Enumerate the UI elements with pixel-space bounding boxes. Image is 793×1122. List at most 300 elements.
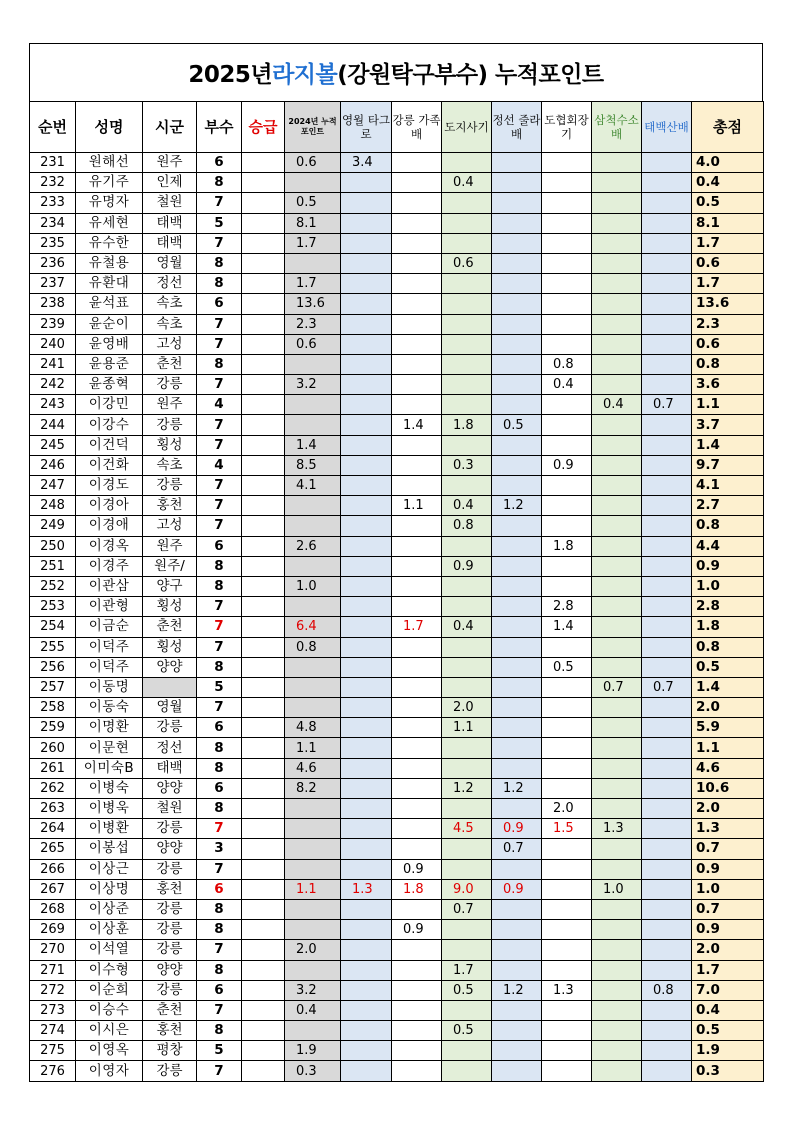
cell-city: 춘천 (143, 1000, 197, 1020)
cell-samcheok (592, 960, 642, 980)
table-row (30, 899, 764, 919)
cell-gangneung (392, 637, 442, 657)
cell-jeongseon (492, 455, 542, 475)
cell-yeongwol: 1.3 (341, 879, 392, 899)
cell-governor (442, 758, 492, 778)
cell-gangneung (392, 597, 442, 617)
cell-gangneung (392, 213, 442, 233)
cell-name: 이강수 (76, 415, 143, 435)
cell-yeongwol (341, 536, 392, 556)
cell-promotion (242, 314, 285, 334)
cell-association (542, 960, 592, 980)
cell-grade: 8 (197, 799, 242, 819)
cell-2024-points: 0.6 (285, 334, 341, 354)
cell-2024-points (285, 354, 341, 374)
cell-samcheok: 0.7 (592, 677, 642, 697)
cell-association: 2.8 (542, 597, 592, 617)
cell-association (542, 637, 592, 657)
cell-grade: 7 (197, 233, 242, 253)
cell-city: 양양 (143, 960, 197, 980)
cell-samcheok (592, 597, 642, 617)
cell-2024-points: 4.1 (285, 476, 341, 496)
cell-city: 횡성 (143, 637, 197, 657)
cell-city: 춘천 (143, 354, 197, 374)
cell-grade: 7 (197, 698, 242, 718)
table-row (30, 415, 764, 435)
cell-jeongseon (492, 274, 542, 294)
cell-total: 4.4 (692, 536, 764, 556)
cell-name: 이병욱 (76, 799, 143, 819)
cell-promotion (242, 375, 285, 395)
cell-jeongseon (492, 718, 542, 738)
cell-no: 271 (30, 960, 76, 980)
table-row (30, 1000, 764, 1020)
cell-total: 0.8 (692, 637, 764, 657)
header-jeongseon: 정선 줄라배 (492, 102, 542, 153)
cell-gangneung (392, 314, 442, 334)
cell-no: 261 (30, 758, 76, 778)
cell-name: 윤종혁 (76, 375, 143, 395)
cell-gangneung (392, 738, 442, 758)
cell-2024-points (285, 920, 341, 940)
table-row (30, 294, 764, 314)
cell-no: 255 (30, 637, 76, 657)
cell-taebaek (642, 294, 692, 314)
cell-taebaek (642, 213, 692, 233)
cell-jeongseon (492, 576, 542, 596)
cell-association (542, 294, 592, 314)
cell-samcheok (592, 334, 642, 354)
cell-gangneung (392, 455, 442, 475)
cell-2024-points (285, 698, 341, 718)
cell-total: 0.5 (692, 657, 764, 677)
cell-2024-points (285, 960, 341, 980)
cell-total: 0.9 (692, 920, 764, 940)
cell-samcheok (592, 738, 642, 758)
cell-association: 1.8 (542, 536, 592, 556)
cell-jeongseon (492, 334, 542, 354)
cell-name: 이경애 (76, 516, 143, 536)
cell-name: 이병환 (76, 819, 143, 839)
cell-association (542, 778, 592, 798)
table-row (30, 253, 764, 273)
cell-samcheok (592, 193, 642, 213)
cell-association: 1.4 (542, 617, 592, 637)
cell-yeongwol (341, 859, 392, 879)
cell-jeongseon (492, 1041, 542, 1061)
table-row (30, 799, 764, 819)
cell-grade: 6 (197, 879, 242, 899)
cell-promotion (242, 233, 285, 253)
cell-name: 이관형 (76, 597, 143, 617)
table-row (30, 677, 764, 697)
cell-governor (442, 839, 492, 859)
cell-2024-points: 8.1 (285, 213, 341, 233)
cell-total: 1.0 (692, 879, 764, 899)
cell-taebaek (642, 637, 692, 657)
cell-yeongwol (341, 960, 392, 980)
cell-city: 속초 (143, 455, 197, 475)
cell-samcheok (592, 1061, 642, 1081)
cell-yeongwol (341, 1000, 392, 1020)
cell-total: 4.6 (692, 758, 764, 778)
cell-city: 평창 (143, 1041, 197, 1061)
cell-yeongwol (341, 213, 392, 233)
cell-gangneung (392, 153, 442, 173)
cell-governor (442, 1061, 492, 1081)
cell-association (542, 920, 592, 940)
cell-taebaek (642, 153, 692, 173)
cell-promotion (242, 415, 285, 435)
cell-jeongseon (492, 940, 542, 960)
cell-promotion (242, 657, 285, 677)
cell-jeongseon (492, 233, 542, 253)
cell-governor (442, 536, 492, 556)
cell-governor (442, 395, 492, 415)
header-name: 성명 (76, 102, 143, 153)
cell-city: 영월 (143, 253, 197, 273)
cell-jeongseon (492, 1061, 542, 1081)
cell-association (542, 1000, 592, 1020)
cell-samcheok (592, 496, 642, 516)
cell-no: 231 (30, 153, 76, 173)
cell-samcheok (592, 213, 642, 233)
cell-promotion (242, 718, 285, 738)
cell-promotion (242, 294, 285, 314)
table-row (30, 698, 764, 718)
cell-name: 유수한 (76, 233, 143, 253)
cell-2024-points: 1.7 (285, 233, 341, 253)
cell-promotion (242, 758, 285, 778)
cell-grade: 8 (197, 738, 242, 758)
cell-gangneung (392, 718, 442, 738)
cell-yeongwol (341, 455, 392, 475)
cell-city: 양양 (143, 778, 197, 798)
cell-promotion (242, 496, 285, 516)
cell-jeongseon (492, 799, 542, 819)
cell-jeongseon (492, 153, 542, 173)
cell-no: 246 (30, 455, 76, 475)
table-row (30, 314, 764, 334)
cell-no: 232 (30, 173, 76, 193)
cell-governor (442, 657, 492, 677)
cell-gangneung (392, 758, 442, 778)
cell-total: 0.5 (692, 193, 764, 213)
cell-city: 강릉 (143, 819, 197, 839)
cell-name: 유세현 (76, 213, 143, 233)
cell-taebaek (642, 879, 692, 899)
cell-promotion (242, 879, 285, 899)
cell-gangneung (392, 516, 442, 536)
cell-association (542, 415, 592, 435)
cell-no: 258 (30, 698, 76, 718)
cell-gangneung: 1.7 (392, 617, 442, 637)
cell-jeongseon (492, 738, 542, 758)
cell-samcheok (592, 354, 642, 374)
cell-2024-points: 1.9 (285, 1041, 341, 1061)
cell-no: 239 (30, 314, 76, 334)
cell-name: 이상근 (76, 859, 143, 879)
cell-samcheok (592, 637, 642, 657)
cell-name: 이승수 (76, 1000, 143, 1020)
cell-taebaek (642, 556, 692, 576)
cell-no: 273 (30, 1000, 76, 1020)
cell-taebaek (642, 597, 692, 617)
cell-2024-points (285, 799, 341, 819)
cell-no: 237 (30, 274, 76, 294)
table-row (30, 354, 764, 374)
cell-city: 정선 (143, 738, 197, 758)
cell-association (542, 233, 592, 253)
table-row (30, 173, 764, 193)
cell-taebaek (642, 920, 692, 940)
cell-yeongwol (341, 476, 392, 496)
cell-governor (442, 597, 492, 617)
cell-no: 257 (30, 677, 76, 697)
cell-grade: 7 (197, 435, 242, 455)
table-row (30, 940, 764, 960)
cell-samcheok (592, 233, 642, 253)
cell-total: 13.6 (692, 294, 764, 314)
cell-total: 9.7 (692, 455, 764, 475)
cell-total: 0.9 (692, 556, 764, 576)
cell-jeongseon (492, 698, 542, 718)
cell-yeongwol (341, 677, 392, 697)
header-grade: 부수 (197, 102, 242, 153)
cell-city: 양양 (143, 839, 197, 859)
cell-no: 240 (30, 334, 76, 354)
table-row (30, 738, 764, 758)
points-table (29, 101, 764, 1082)
cell-2024-points (285, 819, 341, 839)
cell-governor: 1.7 (442, 960, 492, 980)
cell-yeongwol (341, 253, 392, 273)
cell-name: 이문현 (76, 738, 143, 758)
cell-governor (442, 354, 492, 374)
cell-city: 강릉 (143, 375, 197, 395)
header-promotion: 승급 (242, 102, 285, 153)
cell-total: 1.1 (692, 738, 764, 758)
cell-governor (442, 476, 492, 496)
cell-yeongwol (341, 354, 392, 374)
cell-name: 이석열 (76, 940, 143, 960)
cell-city: 강릉 (143, 920, 197, 940)
cell-governor: 0.9 (442, 556, 492, 576)
cell-taebaek (642, 233, 692, 253)
cell-taebaek (642, 415, 692, 435)
cell-promotion (242, 1021, 285, 1041)
table-row (30, 274, 764, 294)
table-row (30, 516, 764, 536)
cell-jeongseon: 0.5 (492, 415, 542, 435)
cell-taebaek (642, 516, 692, 536)
table-row (30, 395, 764, 415)
cell-yeongwol (341, 1041, 392, 1061)
cell-name: 윤순이 (76, 314, 143, 334)
table-row (30, 1061, 764, 1081)
cell-governor (442, 940, 492, 960)
cell-samcheok (592, 455, 642, 475)
cell-gangneung (392, 253, 442, 273)
cell-city: 강릉 (143, 1061, 197, 1081)
cell-gangneung (392, 536, 442, 556)
cell-samcheok (592, 799, 642, 819)
table-row (30, 617, 764, 637)
cell-name: 이미숙B (76, 758, 143, 778)
cell-grade: 7 (197, 516, 242, 536)
table-row (30, 556, 764, 576)
cell-taebaek (642, 354, 692, 374)
cell-total: 0.9 (692, 859, 764, 879)
cell-no: 268 (30, 899, 76, 919)
cell-city: 고성 (143, 516, 197, 536)
cell-promotion (242, 899, 285, 919)
cell-governor (442, 314, 492, 334)
cell-name: 이시은 (76, 1021, 143, 1041)
cell-promotion (242, 1061, 285, 1081)
header-governor: 도지사기 (442, 102, 492, 153)
table-row (30, 819, 764, 839)
cell-promotion (242, 1041, 285, 1061)
table-row (30, 153, 764, 173)
cell-grade: 7 (197, 637, 242, 657)
cell-taebaek (642, 799, 692, 819)
cell-total: 2.3 (692, 314, 764, 334)
cell-samcheok (592, 253, 642, 273)
cell-jeongseon (492, 637, 542, 657)
cell-samcheok (592, 839, 642, 859)
cell-jeongseon (492, 597, 542, 617)
cell-city: 태백 (143, 213, 197, 233)
cell-association (542, 899, 592, 919)
cell-taebaek (642, 536, 692, 556)
cell-city: 춘천 (143, 617, 197, 637)
cell-association (542, 173, 592, 193)
cell-grade: 8 (197, 920, 242, 940)
cell-taebaek (642, 859, 692, 879)
table-row (30, 233, 764, 253)
cell-samcheok (592, 556, 642, 576)
cell-governor (442, 738, 492, 758)
cell-total: 4.0 (692, 153, 764, 173)
cell-grade: 8 (197, 899, 242, 919)
table-row (30, 657, 764, 677)
cell-gangneung: 1.1 (392, 496, 442, 516)
cell-association (542, 476, 592, 496)
cell-promotion (242, 516, 285, 536)
cell-gangneung (392, 799, 442, 819)
cell-promotion (242, 799, 285, 819)
cell-samcheok (592, 516, 642, 536)
cell-grade: 6 (197, 153, 242, 173)
cell-grade: 7 (197, 476, 242, 496)
cell-grade: 7 (197, 193, 242, 213)
cell-name: 이순희 (76, 980, 143, 1000)
cell-grade: 7 (197, 496, 242, 516)
cell-association (542, 556, 592, 576)
cell-grade: 5 (197, 213, 242, 233)
cell-jeongseon (492, 173, 542, 193)
cell-grade: 8 (197, 657, 242, 677)
cell-association (542, 839, 592, 859)
cell-no: 276 (30, 1061, 76, 1081)
table-row (30, 576, 764, 596)
header-gangneung: 강릉 가족배 (392, 102, 442, 153)
cell-city: 양양 (143, 657, 197, 677)
cell-governor (442, 153, 492, 173)
cell-promotion (242, 455, 285, 475)
cell-no: 247 (30, 476, 76, 496)
cell-total: 0.6 (692, 253, 764, 273)
cell-city: 속초 (143, 314, 197, 334)
cell-governor: 1.8 (442, 415, 492, 435)
cell-yeongwol (341, 496, 392, 516)
cell-2024-points: 1.1 (285, 879, 341, 899)
cell-yeongwol (341, 435, 392, 455)
cell-association (542, 153, 592, 173)
cell-2024-points: 0.5 (285, 193, 341, 213)
cell-taebaek (642, 758, 692, 778)
cell-gangneung (392, 819, 442, 839)
cell-grade: 7 (197, 415, 242, 435)
cell-governor (442, 677, 492, 697)
header-taebaek: 태백산배 (642, 102, 692, 153)
cell-no: 242 (30, 375, 76, 395)
cell-jeongseon (492, 375, 542, 395)
cell-samcheok (592, 314, 642, 334)
cell-grade: 8 (197, 354, 242, 374)
cell-grade: 7 (197, 859, 242, 879)
table-row (30, 1041, 764, 1061)
cell-promotion (242, 476, 285, 496)
table-row (30, 435, 764, 455)
cell-no: 238 (30, 294, 76, 314)
cell-association (542, 859, 592, 879)
cell-total: 2.0 (692, 698, 764, 718)
cell-gangneung (392, 1041, 442, 1061)
title-highlight: 라지볼 (272, 62, 338, 88)
header-samcheok: 삼척수소배 (592, 102, 642, 153)
cell-jeongseon (492, 899, 542, 919)
cell-total: 0.8 (692, 516, 764, 536)
cell-city: 원주/ (143, 556, 197, 576)
cell-yeongwol (341, 718, 392, 738)
cell-name: 이금순 (76, 617, 143, 637)
cell-grade: 4 (197, 395, 242, 415)
cell-samcheok (592, 375, 642, 395)
cell-no: 244 (30, 415, 76, 435)
cell-promotion (242, 1000, 285, 1020)
cell-name: 이동명 (76, 677, 143, 697)
cell-taebaek (642, 496, 692, 516)
cell-taebaek (642, 193, 692, 213)
cell-city: 철원 (143, 193, 197, 213)
cell-total: 1.7 (692, 960, 764, 980)
cell-taebaek (642, 435, 692, 455)
cell-association (542, 576, 592, 596)
cell-no: 274 (30, 1021, 76, 1041)
cell-taebaek (642, 576, 692, 596)
header-no: 순번 (30, 102, 76, 153)
title-year: 2025년 (188, 62, 273, 88)
cell-samcheok (592, 718, 642, 738)
cell-gangneung (392, 375, 442, 395)
cell-jeongseon: 1.2 (492, 778, 542, 798)
cell-promotion (242, 859, 285, 879)
cell-jeongseon: 1.2 (492, 496, 542, 516)
cell-gangneung (392, 395, 442, 415)
cell-city: 강릉 (143, 415, 197, 435)
